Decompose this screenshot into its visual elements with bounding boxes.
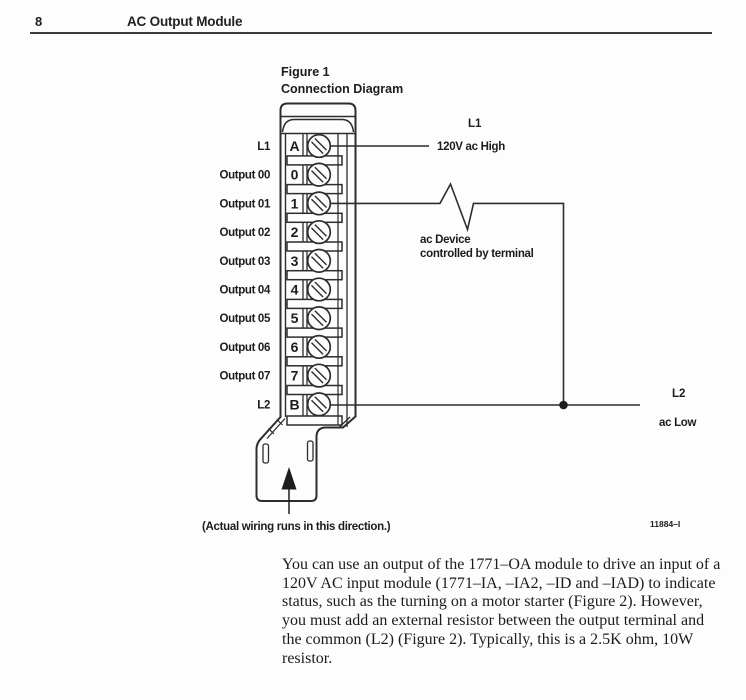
terminal-screw-icon bbox=[308, 135, 331, 158]
terminal-letter: 1 bbox=[290, 195, 299, 212]
terminal-letter: 4 bbox=[290, 281, 299, 298]
row-left-label: L2 bbox=[257, 399, 270, 412]
row-left-label: Output 07 bbox=[219, 370, 270, 383]
terminal-screw-icon bbox=[308, 393, 331, 416]
terminal-letter: 3 bbox=[290, 252, 299, 269]
terminal-screw-icon bbox=[308, 249, 331, 272]
label-ac-low: ac Low bbox=[659, 417, 697, 429]
row-left-label: Output 04 bbox=[219, 284, 270, 297]
paragraph-line: the common (L2) (Figure 2). Typically, this is a 2.5K ohm, 10W bbox=[282, 630, 694, 648]
terminal-letter: 5 bbox=[290, 310, 299, 327]
clamp-bar bbox=[287, 416, 342, 425]
body-paragraph bbox=[282, 556, 720, 668]
paragraph-line: You can use an output of the 1771–OA module to drive an input of a bbox=[282, 556, 721, 573]
row-left-label: L1 bbox=[257, 141, 270, 153]
label-ac-device-line1: ac Device bbox=[420, 234, 471, 246]
figure-number: 11884–I bbox=[650, 519, 681, 529]
wire-junction-dot bbox=[559, 401, 568, 410]
terminal-letter: 6 bbox=[290, 338, 299, 355]
label-l2-right: L2 bbox=[672, 388, 686, 400]
terminal-letter: B bbox=[289, 396, 300, 413]
figure-caption: (Actual wiring runs in this direction.) bbox=[202, 521, 391, 533]
terminal-letter: 0 bbox=[290, 166, 299, 183]
wiring-hood-outline bbox=[257, 417, 356, 502]
row-left-label: Output 03 bbox=[219, 255, 270, 268]
page-header-title: AC Output Module bbox=[127, 14, 243, 29]
row-left-label: Output 00 bbox=[219, 169, 270, 182]
terminal-letter: 2 bbox=[290, 224, 299, 241]
hood-slot-left bbox=[263, 444, 269, 463]
terminal-screw-icon bbox=[308, 221, 331, 244]
row-left-label: Output 02 bbox=[219, 227, 270, 240]
row-left-label: Output 05 bbox=[219, 313, 270, 326]
row-left-label: Output 06 bbox=[219, 341, 270, 354]
terminal-letter: 7 bbox=[290, 367, 299, 384]
terminal-screw-icon bbox=[308, 364, 331, 387]
hood-slot-middle bbox=[308, 441, 314, 461]
terminal-screw-icon bbox=[308, 307, 331, 330]
paragraph-line: 120V AC input module (1771–IA, –IA2, –ID and –IAD) to indicate bbox=[282, 574, 716, 592]
label-120v-ac-high: 120V ac High bbox=[437, 141, 505, 153]
terminal-screw-icon bbox=[308, 336, 331, 359]
row-left-label: Output 01 bbox=[219, 198, 270, 211]
terminal-screw-icon bbox=[308, 192, 331, 215]
paragraph-line: you must add an external resistor between the output terminal and bbox=[282, 612, 705, 630]
terminal-screw-icon bbox=[308, 278, 331, 301]
terminal-letter: A bbox=[289, 138, 300, 154]
terminal-screw-icon bbox=[308, 163, 331, 186]
figure-title-line2: Connection Diagram bbox=[281, 82, 404, 96]
label-ac-device-line2: controlled by terminal bbox=[420, 248, 534, 260]
module-inner-shoulder bbox=[283, 120, 354, 133]
paragraph-line: status, such as the turning on a motor starter (Figure 2). However, bbox=[282, 593, 703, 611]
paragraph-line: resistor. bbox=[282, 649, 333, 667]
wiring-direction-arrow-icon bbox=[282, 467, 297, 490]
page-number: 8 bbox=[35, 14, 43, 29]
label-l1-top: L1 bbox=[468, 118, 482, 130]
figure-title-line1: Figure 1 bbox=[281, 65, 330, 79]
wire-terminal-1-device bbox=[331, 184, 564, 405]
